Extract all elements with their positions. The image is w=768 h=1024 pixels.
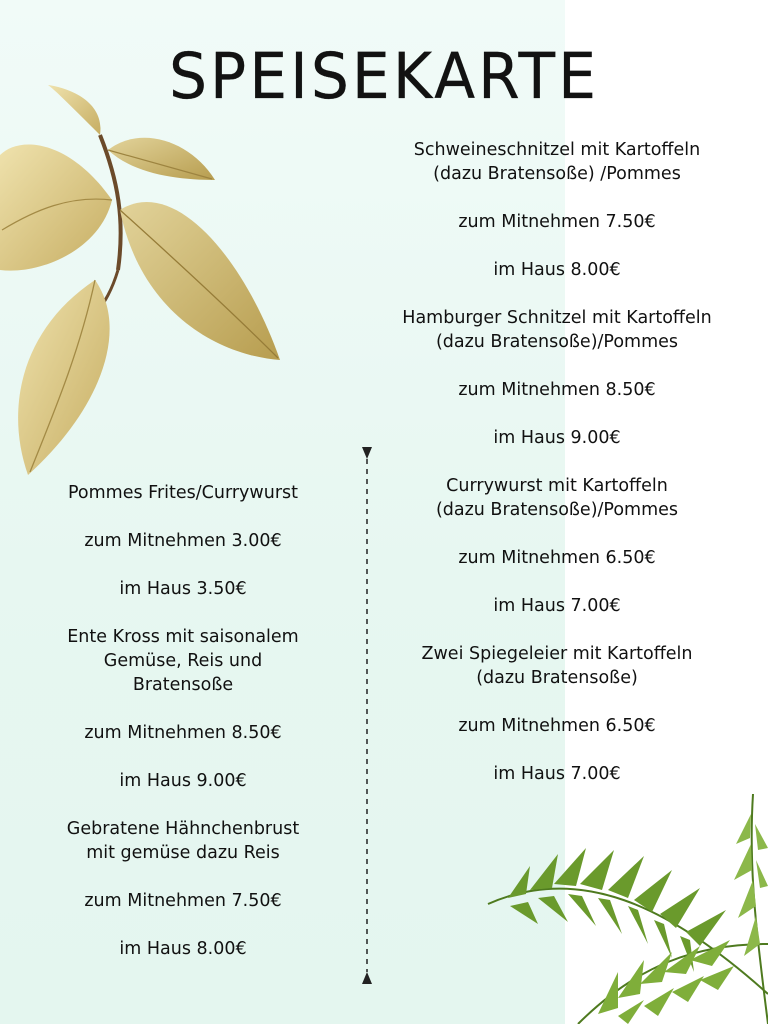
takeaway-price: zum Mitnehmen 7.50€ [84, 891, 282, 911]
menu-item [18, 625, 348, 817]
inhouse-price: im Haus 9.00€ [493, 428, 621, 448]
dish-name: Gebratene Hähnchenbrust [66, 819, 300, 839]
menu-item [18, 481, 348, 625]
menu-column-left [18, 481, 348, 961]
dish-name: (dazu Bratensoße)/Pommes [435, 500, 679, 520]
beech-leaves-decoration-icon [0, 80, 290, 480]
dish-name: Hamburger Schnitzel mit Kartoffeln [402, 308, 712, 328]
dish-name: mit gemüse dazu Reis [86, 843, 280, 863]
dish-name: (dazu Bratensoße) [476, 668, 638, 688]
inhouse-price: im Haus 9.00€ [119, 771, 247, 791]
dish-name: Currywurst mit Kartoffeln [446, 476, 668, 496]
takeaway-price: zum Mitnehmen 8.50€ [458, 380, 656, 400]
takeaway-price: zum Mitnehmen 6.50€ [458, 716, 656, 736]
inhouse-price: im Haus 7.00€ [493, 596, 621, 616]
menu-item [352, 306, 762, 474]
dish-name: Zwei Spiegeleier mit Kartoffeln [421, 644, 693, 664]
menu-item [352, 642, 762, 786]
dish-name: Schweineschnitzel mit Kartoffeln [413, 140, 701, 160]
dish-name: Ente Kross mit saisonalem [67, 627, 299, 647]
menu-column-right [352, 138, 762, 786]
inhouse-price: im Haus 8.00€ [119, 939, 247, 959]
dish-name: (dazu Bratensoße)/Pommes [435, 332, 679, 352]
inhouse-price: im Haus 7.00€ [493, 764, 621, 784]
page-title: SPEISEKARTE [168, 40, 600, 114]
dish-name: Gemüse, Reis und [103, 651, 263, 671]
dish-name: Bratensoße [132, 675, 234, 695]
takeaway-price: zum Mitnehmen 7.50€ [458, 212, 656, 232]
menu-item [352, 138, 762, 306]
inhouse-price: im Haus 8.00€ [493, 260, 621, 280]
dish-name: (dazu Bratensoße) /Pommes [433, 164, 681, 184]
menu-item [18, 817, 348, 961]
inhouse-price: im Haus 3.50€ [119, 579, 247, 599]
menu-item [352, 474, 762, 642]
takeaway-price: zum Mitnehmen 6.50€ [458, 548, 656, 568]
takeaway-price: zum Mitnehmen 3.00€ [84, 531, 282, 551]
palm-frond-decoration-icon [468, 794, 768, 1024]
dish-name: Pommes Frites/Currywurst [68, 483, 298, 503]
takeaway-price: zum Mitnehmen 8.50€ [84, 723, 282, 743]
